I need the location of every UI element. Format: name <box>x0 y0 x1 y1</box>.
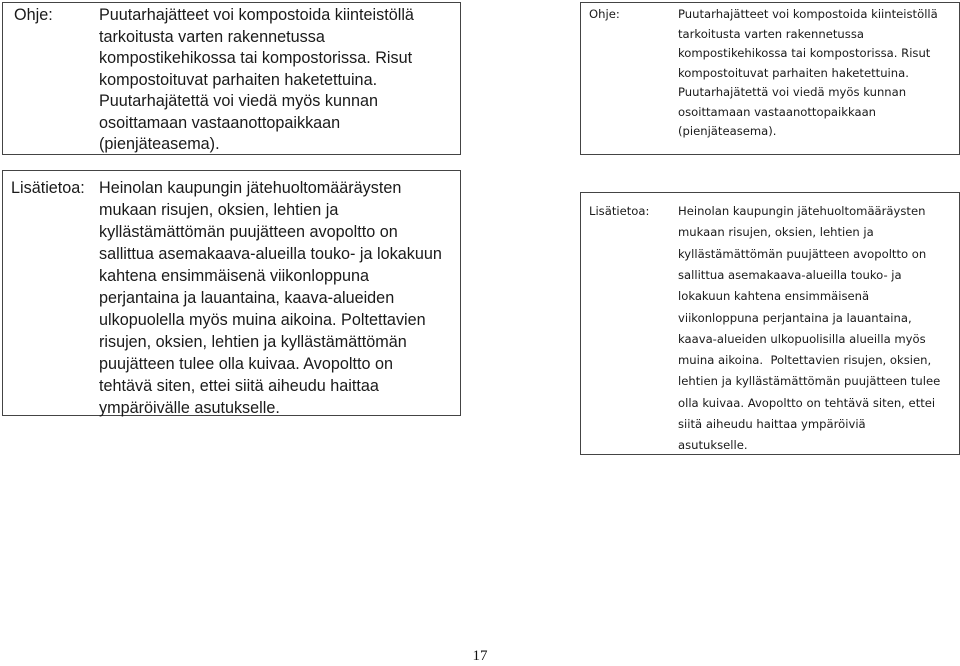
text-line: tarkoitusta varten rakennetussa <box>678 26 864 41</box>
text-line: kahtena ensimmäisenä viikonloppuna <box>99 267 369 285</box>
text-line: lokakuun kahtena ensimmäisenä <box>678 289 870 304</box>
text-line: kompostikehikossa tai kompostorissa. Risut <box>678 46 931 60</box>
right-lisatietoa-label: Lisätietoa: <box>589 204 650 218</box>
text-line: kompostikehikossa tai kompostorissa. Risut <box>99 49 413 67</box>
text-line: osoittamaan vastaanottopaikkaan <box>99 113 341 132</box>
text-line: perjantaina ja lauantaina, kaava-alueiden <box>99 289 395 307</box>
text-line: kompostoituvat parhaiten haketettuina. <box>678 65 909 80</box>
text-line: siitä aiheudu haittaa ympäröiviä <box>678 417 866 431</box>
text-line: kyllästämättömän puujätteen avopoltto on <box>678 246 927 261</box>
page-number: 17 <box>472 648 488 664</box>
text-line: lehtien ja kyllästämättömän puujätteen tulee <box>678 374 941 389</box>
text-line: tarkoitusta varten rakennetussa <box>99 27 325 46</box>
left-lisatietoa-label: Lisätietoa: <box>11 179 85 197</box>
text-line: Puutarhajätteet voi kompostoida kiinteistöllä <box>678 7 938 21</box>
text-line: kyllästämättömän puujätteen avopoltto on <box>99 223 398 241</box>
text-line: muina aikoina. Poltettavien risujen, oksien, <box>678 353 932 368</box>
text-line: sallittua asemakaava-alueilla touko- ja <box>678 267 902 282</box>
text-line: sallittua asemakaava-alueilla touko- ja lokakuun <box>99 245 442 263</box>
text-line: viikonloppuna perjantaina ja lauantaina, <box>678 310 912 325</box>
text-line: olla kuivaa. Avopoltto on tehtävä siten, ettei <box>678 395 936 410</box>
text-line: mukaan risujen, oksien, lehtien ja <box>678 225 874 240</box>
text-line: puujätteen tulee olla kuivaa. Avopoltto on <box>99 355 393 373</box>
left-ohje-label: Ohje: <box>14 6 53 24</box>
text-line: ympäröivälle asutukselle. <box>99 399 280 417</box>
text-line: asutukselle. <box>678 438 748 453</box>
right-ohje-label: Ohje: <box>589 7 620 21</box>
text-line: Puutarhajätettä voi viedä myös kunnan <box>678 85 907 99</box>
text-line: kompostoituvat parhaiten haketettuina. <box>99 70 378 89</box>
text-line: Heinolan kaupungin jätehuoltomääräysten <box>678 204 926 218</box>
text-line: Puutarhajätettä voi viedä myös kunnan <box>99 92 378 110</box>
text-line: tehtävä siten, ettei siitä aiheudu haittaa <box>99 377 379 395</box>
text-line: osoittamaan vastaanottopaikkaan <box>678 104 877 119</box>
text-line: (pienjäteasema). <box>678 124 777 138</box>
text-line: mukaan risujen, oksien, lehtien ja <box>99 201 339 219</box>
text-line: Heinolan kaupungin jätehuoltomääräysten <box>99 179 402 197</box>
text-line: risujen, oksien, lehtien ja kyllästämättömän <box>99 333 407 351</box>
text-line: kaava-alueiden ulkopuolisilla alueilla myös <box>678 331 926 346</box>
text-line: Puutarhajätteet voi kompostoida kiinteistöllä <box>99 6 414 24</box>
text-line: ulkopuolella myös muina aikoina. Poltettavien <box>99 311 426 329</box>
text-line: (pienjäteasema). <box>99 135 220 153</box>
